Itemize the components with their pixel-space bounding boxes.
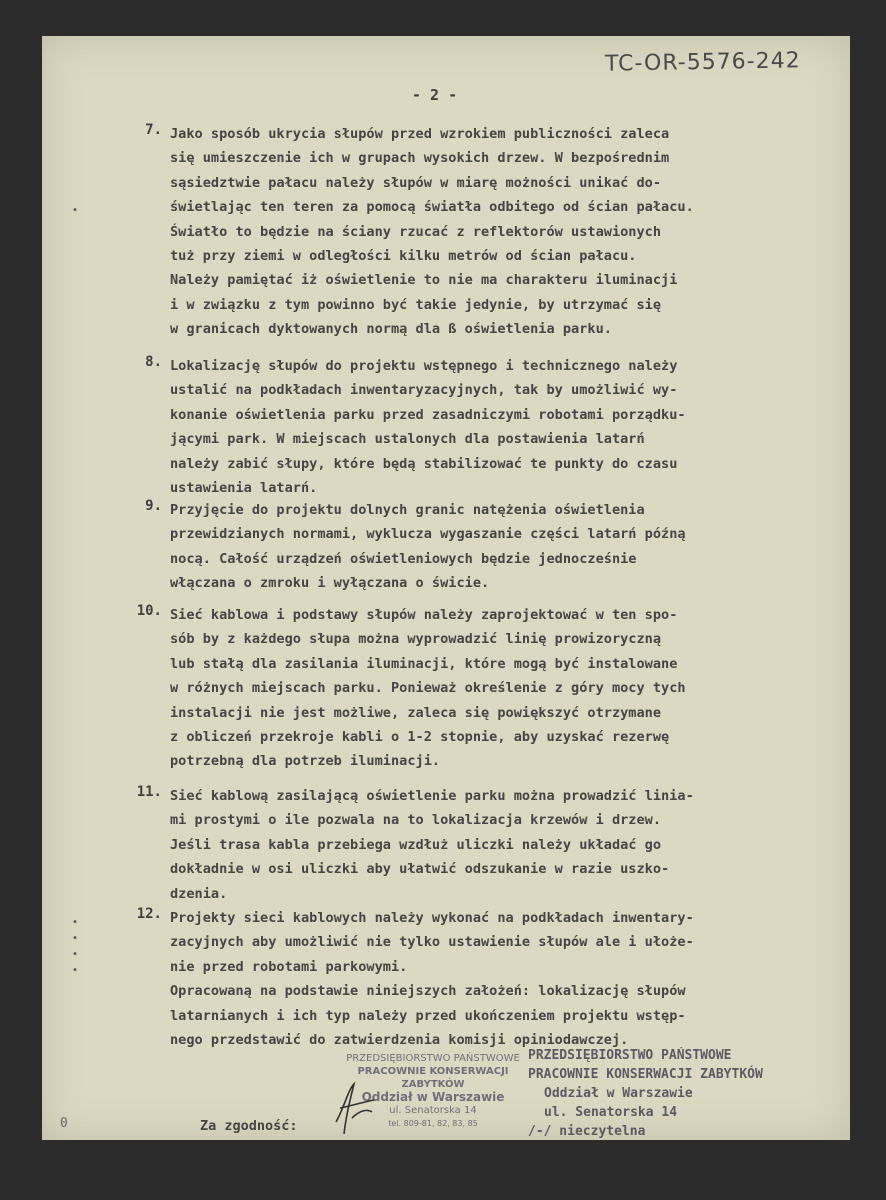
text-line: Należy pamiętać iż oświetlenie to nie ma charakteru iluminacji: [170, 272, 678, 289]
paragraph-item-11: [136, 784, 850, 906]
paragraph-item-7: [145, 122, 850, 342]
text-line: mi prostymi o ile pozwala na to lokalizacja krzewów i drzew.: [170, 812, 662, 829]
item-number: 10.: [136, 603, 162, 619]
stamp-line: Oddział w Warszawie: [361, 1090, 505, 1104]
text-line: Światło to będzie na ściany rzucać z reflektorów ustawionych: [170, 223, 662, 240]
text-line: sób by z każdego słupa można wyprowadzić linię prowizoryczną: [170, 631, 662, 648]
item-number: 11.: [136, 784, 162, 800]
text-line: tuż przy ziemi w odległości kilku metrów od ścian pałacu.: [170, 247, 637, 264]
binding-hole-mark: •: [72, 949, 79, 960]
text-line: zacyjnych aby umożliwić nie tylko ustawienie słupów ale i ułoże-: [170, 934, 694, 951]
text-line: świetlając ten teren za pomocą światła odbitego od ścian pałacu.: [170, 199, 694, 216]
binding-hole-mark: •: [72, 917, 79, 928]
paragraph-item-9: [145, 498, 850, 596]
binding-hole-mark: •: [72, 205, 79, 216]
text-line: konanie oświetlenia parku przed zasadniczymi robotami porządku-: [170, 406, 686, 423]
text-line: z obliczeń przekroje kabli o 1-2 stopnie, aby uzyskać rezerwę: [170, 728, 670, 745]
page-number: - 2 -: [412, 86, 458, 104]
text-line: potrzebną dla potrzeb iluminacji.: [170, 753, 441, 770]
paragraph-item-8: [145, 354, 850, 500]
text-line: w różnych miejscach parku. Ponieważ określenie z góry mocy tych: [170, 680, 686, 697]
text-line: Opracowaną na podstawie niniejszych założeń: lokalizację słupów: [170, 983, 686, 1000]
archive-reference: TC-OR-5576-242: [604, 48, 801, 77]
text-line: przewidzianych normami, wyklucza wygaszanie części latarń późną: [170, 526, 686, 543]
text-line: Jako sposób ukrycia słupów przed wzrokiem publiczności zaleca: [170, 126, 670, 142]
binding-hole-mark: •: [72, 965, 79, 976]
text-line: dzenia.: [170, 885, 228, 902]
stamp-line: tel. 809-81, 82, 83, 85: [388, 1119, 478, 1128]
text-line: latarnianych i ich typ należy przed ukończeniem projektu wstęp-: [170, 1007, 686, 1024]
text-line: należy zabić słupy, które będą stabilizować te punkty do czasu: [170, 455, 678, 472]
paragraph-item-10: [136, 603, 850, 774]
certified-label: Za zgodność:: [200, 1118, 298, 1134]
text-line: nocą. Całość urządzeń oświetleniowych będzie jednocześnie: [170, 550, 637, 567]
stamp-line: Oddział w Warszawie: [544, 1086, 693, 1101]
text-line: Projekty sieci kablowych należy wykonać na podkładach inwentary-: [170, 910, 694, 926]
binding-hole-mark: •: [72, 933, 79, 944]
text-line: sąsiedztwie pałacu należy słupów w miarę możności unikać do-: [170, 174, 662, 191]
text-line: w granicach dyktowanych normą dla ß oświetlenia parku.: [170, 321, 612, 338]
text-line: Sieć kablowa i podstawy słupów należy zaprojektować w ten spo-: [170, 607, 678, 623]
text-line: włączana o zmroku i wyłączana o świcie.: [170, 575, 490, 592]
text-line: ustalić na podkładach inwentaryzacyjnych, tak by umożliwić wy-: [170, 382, 678, 399]
stamp-line: PRACOWNIE KONSERWACJI ZABYTKÓW: [528, 1067, 763, 1082]
stamp-line: PRZEDSIĘBIORSTWO PAŃSTWOWE: [528, 1048, 732, 1063]
stamp-line: ul. Senatorska 14: [389, 1105, 477, 1116]
item-number: 8.: [145, 354, 162, 370]
stamp-line: /-/ nieczytelna: [528, 1124, 646, 1139]
text-line: się umieszczenie ich w grupach wysokich drzew. W bezpośrednim: [170, 150, 670, 167]
text-line: i w związku z tym powinno być takie jedynie, by utrzymać się: [170, 296, 662, 313]
text-line: ustawienia latarń.: [170, 479, 318, 496]
text-line: Sieć kablową zasilającą oświetlenie parku można prowadzić linia-: [170, 788, 694, 804]
text-line: Lokalizację słupów do projektu wstępnego i technicznego należy: [170, 358, 678, 374]
signature: [330, 1078, 378, 1136]
stamp-line: PRACOWNIE KONSERWACJI ZABYTKÓW: [357, 1066, 509, 1090]
stamp-line: PRZEDSIĘBIORSTWO PAŃSTWOWE: [346, 1053, 520, 1064]
text-line: nie przed robotami parkowymi.: [170, 958, 408, 975]
text-line: Jeśli trasa kabla przebiega wzdłuż uliczki należy układać go: [170, 836, 662, 853]
typed-stamp-copy: [528, 1046, 763, 1141]
text-line: jącymi park. W miejscach ustalonych dla postawienia latarń: [170, 431, 645, 448]
stamp-line: ul. Senatorska 14: [544, 1105, 678, 1120]
text-line: Przyjęcie do projektu dolnych granic natężenia oświetlenia: [170, 502, 645, 518]
text-line: nego przedstawić do zatwierdzenia komisji opiniodawczej.: [170, 1031, 629, 1048]
text-line: lub stałą dla zasilania iluminacji, które mogą być instalowane: [170, 655, 678, 672]
margin-mark: 0: [60, 1116, 68, 1131]
text-line: dokładnie w osi uliczki aby ułatwić odszukanie w razie uszko-: [170, 861, 670, 878]
item-number: 7.: [145, 122, 162, 138]
paragraph-item-12: [136, 906, 850, 1052]
item-number: 12.: [136, 906, 162, 922]
text-line: instalacji nie jest możliwe, zaleca się powiększyć otrzymane: [170, 704, 662, 721]
item-number: 9.: [145, 498, 162, 514]
